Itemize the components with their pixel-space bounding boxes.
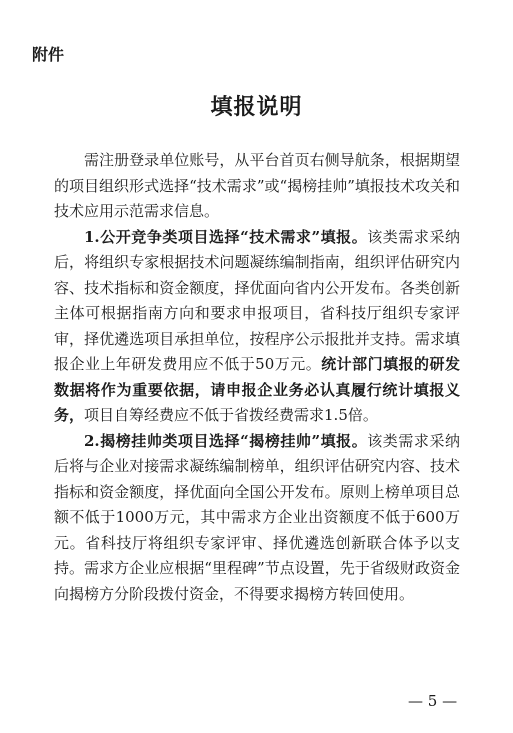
document-body (54, 148, 460, 607)
section-2-text: 该类需求采纳后将与企业对接需求凝练编制榜单，组织评估研究内容、技术指标和资金额度，择优面向全国公开发布。原则上榜单项目总额不低于1000万元，其中需求方企业出资额度不低于600万元。省科技厅将组织专家评审、择优遴选创新联合体予以支持。需求方企业应根据“里程碑”节点设置，先于省级财政资金向揭榜方分阶段拨付资金，不得要求揭榜方转回使用。 (54, 431, 460, 603)
section-1-heading: 1.公开竞争类项目选择“技术需求”填报。 (84, 227, 368, 246)
section-2-paragraph (54, 429, 460, 608)
attachment-label: 附件 (32, 45, 65, 64)
section-2-heading: 2.揭榜挂帅类项目选择“揭榜挂帅”填报。 (84, 431, 368, 450)
section-1-emphasis: 统计部门填报的研发数据将作为重要依据，请申报企业务必认真履行统计填报义务， (54, 355, 460, 424)
section-1-text-b: 项目自筹经费应不低于省拨经费需求1.5倍。 (84, 406, 378, 424)
section-1-paragraph (54, 225, 460, 429)
intro-paragraph: 需注册登录单位账号，从平台首页右侧导航条，根据期望的项目组织形式选择“技术需求”或“揭榜挂帅”填报技术攻关和技术应用示范需求信息。 (54, 151, 460, 220)
page-title: 填报说明 (210, 94, 303, 120)
page-number: — 5 — (408, 692, 458, 710)
section-1-text-a: 该类需求采纳后，将组织专家根据技术问题凝练编制指南，组织评估研究内容、技术指标和资金额度，择优面向省内公开发布。各类创新主体可根据指南方向和要求申报项目，省科技厅组织专家评审，择优遴选项目承担单位，按程序公示报批并支持。需求填报企业上年研发费用应不低于50万元。 (54, 227, 460, 373)
